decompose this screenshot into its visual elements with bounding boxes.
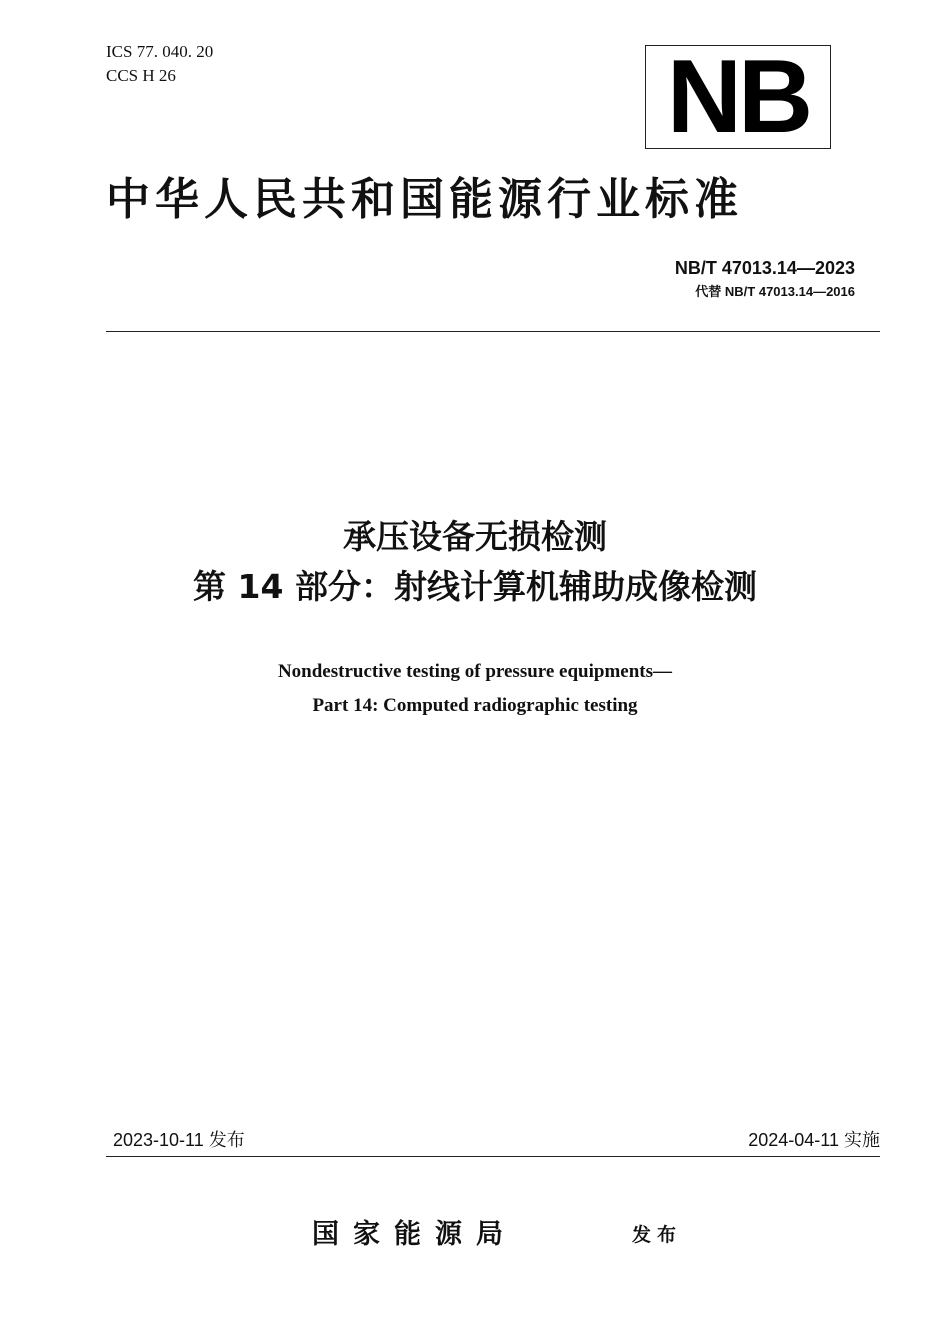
nb-logo: NB (645, 45, 831, 149)
standard-number: NB/T 47013.14—2023 (674, 258, 855, 278)
title-cn-line2: 第 14 部分：射线计算机辅助成像检测 (193, 567, 757, 606)
ccs-code: CCS H 26 (106, 66, 176, 85)
issue-date: 2023-10-11 发布 (113, 1130, 245, 1150)
implement-date: 2024-04-11 实施 (748, 1130, 880, 1150)
publish-label: 发布 (632, 1224, 683, 1246)
replaces-standard: 代替 NB/T 47013.14—2016 (695, 284, 855, 299)
bottom-divider (106, 1156, 880, 1157)
publisher-name: 国家能源局 (312, 1219, 517, 1250)
standard-category-title: 中华人民共和国能源行业标准 (106, 174, 743, 225)
top-divider (106, 331, 880, 332)
title-en-line1: Nondestructive testing of pressure equipments— (277, 661, 673, 682)
title-en-line2: Part 14: Computed radiographic testing (312, 695, 638, 716)
classification-codes (106, 40, 213, 88)
document-title-cn (0, 512, 950, 612)
document-title-en (0, 655, 950, 723)
ics-code: ICS 77. 040. 20 (106, 42, 214, 61)
title-cn-line1: 承压设备无损检测 (343, 517, 607, 556)
standard-number-block (675, 256, 855, 304)
